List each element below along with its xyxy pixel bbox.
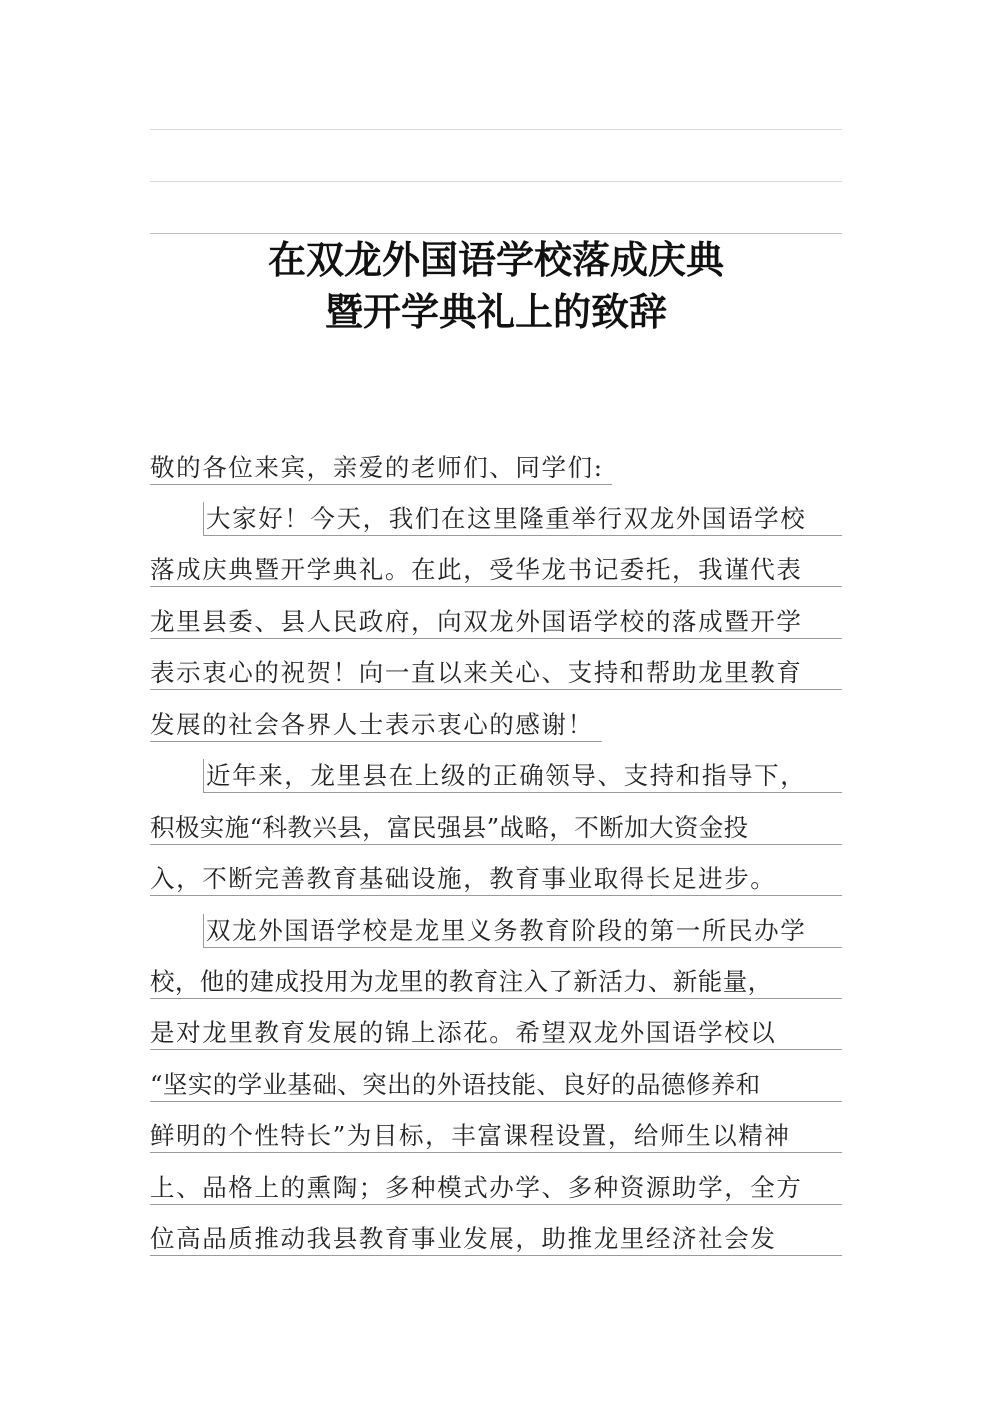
paragraph-line: 位高品质推动我县教育事业发展，助推龙里经济社会发 — [150, 1222, 842, 1256]
paragraph-line: 校，他的建成投用为龙里的教育注入了新活力、新能量， — [150, 965, 842, 999]
header-rule — [150, 129, 842, 130]
paragraph-line: 近年来，龙里县在上级的正确领导、支持和指导下， — [203, 759, 842, 793]
title-line: 在双龙外国语学校落成庆典 — [267, 237, 724, 282]
paragraph-line: 入，不断完善教育基础设施，教育事业取得长足进步。 — [150, 862, 842, 896]
paragraph-line: 是对龙里教育发展的锦上添花。希望双龙外国语学校以 — [150, 1016, 842, 1050]
paragraph-line: “坚实的学业基础、突出的外语技能、良好的品德修养和 — [150, 1068, 842, 1102]
paragraph-line: 积极实施“科教兴县，富民强县”战略，不断加大资金投 — [150, 811, 842, 845]
document-title — [150, 234, 842, 338]
title-line: 暨开学典礼上的致辞 — [324, 289, 667, 334]
paragraph-line: 大家好！今天，我们在这里隆重举行双龙外国语学校 — [203, 502, 842, 536]
paragraph-line: 落成庆典暨开学典礼。在此，受华龙书记委托，我谨代表 — [150, 553, 842, 587]
header-rule — [150, 181, 842, 182]
paragraph-line: 双龙外国语学校是龙里义务教育阶段的第一所民办学 — [203, 914, 842, 948]
paragraph-line: 鲜明的个性特长”为目标，丰富课程设置，给师生以精神 — [150, 1119, 842, 1153]
paragraph-line: 上、品格上的熏陶；多种模式办学、多种资源助学，全方 — [150, 1171, 842, 1205]
paragraph-line: 龙里县委、县人民政府，向双龙外国语学校的落成暨开学 — [150, 605, 842, 639]
paragraph-line: 表示衷心的祝贺！向一直以来关心、支持和帮助龙里教育 — [150, 656, 842, 690]
salutation: 敬的各位来宾，亲爱的老师们、同学们: — [150, 451, 612, 485]
paragraph-line: 发展的社会各界人士表示衷心的感谢！ — [150, 708, 602, 742]
